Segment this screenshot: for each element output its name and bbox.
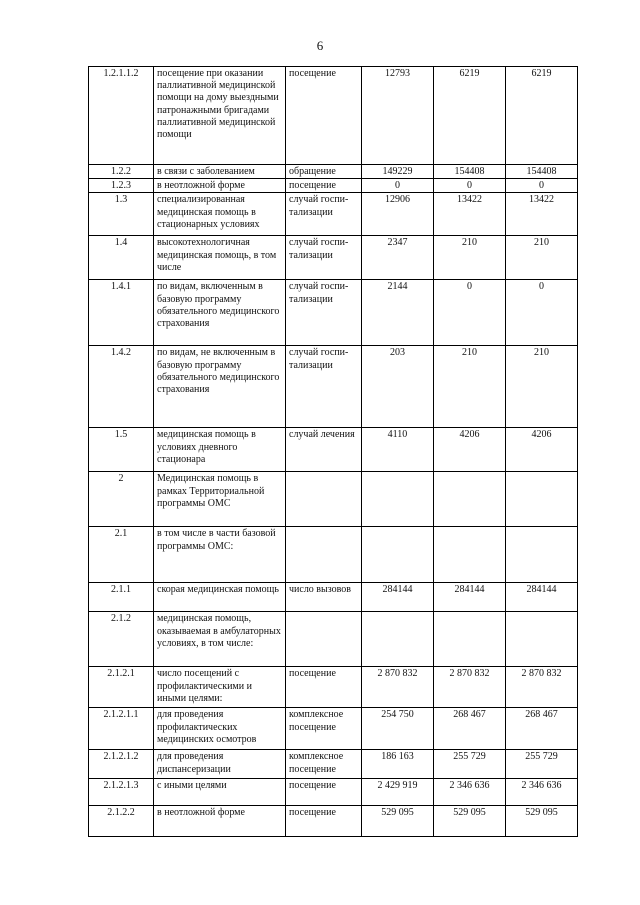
unit-cell xyxy=(286,527,362,583)
indicator-name-cell: в неотложной форме xyxy=(154,179,286,193)
value-3-cell: 2 870 832 xyxy=(506,667,578,708)
value-1-cell xyxy=(362,472,434,527)
unit-cell: случай госпи-тализации xyxy=(286,280,362,346)
table-row xyxy=(89,779,578,806)
value-2-cell: 154408 xyxy=(434,165,506,179)
table-row xyxy=(89,280,578,346)
row-number-cell: 1.3 xyxy=(89,193,154,236)
indicator-name-cell: медицинская помощь, оказываемая в амбулаторных условиях, в том числе: xyxy=(154,612,286,667)
value-2-cell: 6219 xyxy=(434,67,506,165)
indicator-name-cell: для проведения профилактических медицинских осмотров xyxy=(154,708,286,750)
unit-cell: комплексное посещение xyxy=(286,708,362,750)
indicator-name-cell: число посещений с профилактическими и иными целями: xyxy=(154,667,286,708)
value-1-cell: 0 xyxy=(362,179,434,193)
table-row xyxy=(89,67,578,165)
value-2-cell: 2 346 636 xyxy=(434,779,506,806)
value-1-cell: 186 163 xyxy=(362,750,434,779)
value-3-cell xyxy=(506,612,578,667)
value-1-cell: 254 750 xyxy=(362,708,434,750)
row-number-cell: 2.1.2.1 xyxy=(89,667,154,708)
table-row xyxy=(89,346,578,428)
value-2-cell: 13422 xyxy=(434,193,506,236)
indicator-name-cell: в связи с заболеванием xyxy=(154,165,286,179)
row-number-cell: 2.1.2.1.1 xyxy=(89,708,154,750)
value-2-cell xyxy=(434,527,506,583)
value-3-cell: 154408 xyxy=(506,165,578,179)
indicator-name-cell: Медицинская помощь в рамках Территориальной программы ОМС xyxy=(154,472,286,527)
value-3-cell: 0 xyxy=(506,280,578,346)
row-number-cell: 1.2.2 xyxy=(89,165,154,179)
value-1-cell: 2 870 832 xyxy=(362,667,434,708)
value-2-cell: 210 xyxy=(434,236,506,280)
value-3-cell: 210 xyxy=(506,236,578,280)
indicator-name-cell: в неотложной форме xyxy=(154,806,286,837)
table-row xyxy=(89,428,578,472)
value-3-cell xyxy=(506,472,578,527)
indicator-name-cell: высокотехнологичная медицинская помощь, в том числе xyxy=(154,236,286,280)
unit-cell xyxy=(286,472,362,527)
table-row xyxy=(89,236,578,280)
table-row xyxy=(89,806,578,837)
row-number-cell: 2.1.2.1.3 xyxy=(89,779,154,806)
value-2-cell xyxy=(434,472,506,527)
row-number-cell: 2 xyxy=(89,472,154,527)
indicator-name-cell: специализированная медицинская помощь в стационарных условиях xyxy=(154,193,286,236)
value-2-cell: 268 467 xyxy=(434,708,506,750)
value-3-cell: 6219 xyxy=(506,67,578,165)
row-number-cell: 2.1.2.2 xyxy=(89,806,154,837)
row-number-cell: 2.1.2 xyxy=(89,612,154,667)
value-3-cell: 268 467 xyxy=(506,708,578,750)
unit-cell xyxy=(286,612,362,667)
value-1-cell: 12906 xyxy=(362,193,434,236)
value-1-cell xyxy=(362,612,434,667)
table-row xyxy=(89,472,578,527)
value-3-cell: 2 346 636 xyxy=(506,779,578,806)
unit-cell: случай госпи-тализации xyxy=(286,236,362,280)
row-number-cell: 1.4.1 xyxy=(89,280,154,346)
value-2-cell: 4206 xyxy=(434,428,506,472)
unit-cell: посещение xyxy=(286,779,362,806)
value-1-cell: 2347 xyxy=(362,236,434,280)
value-1-cell: 284144 xyxy=(362,583,434,612)
table-row xyxy=(89,750,578,779)
value-3-cell: 210 xyxy=(506,346,578,428)
table-row xyxy=(89,612,578,667)
value-3-cell: 13422 xyxy=(506,193,578,236)
value-2-cell: 255 729 xyxy=(434,750,506,779)
indicator-name-cell: в том числе в части базовой программы ОМС: xyxy=(154,527,286,583)
unit-cell: посещение xyxy=(286,67,362,165)
indicator-name-cell: посещение при оказании паллиативной медицинской помощи на дому выездными патронажными бригадами паллиативной медицинской помощи xyxy=(154,67,286,165)
value-1-cell: 2144 xyxy=(362,280,434,346)
value-3-cell xyxy=(506,527,578,583)
unit-cell: посещение xyxy=(286,179,362,193)
indicator-name-cell: скорая медицинская помощь xyxy=(154,583,286,612)
row-number-cell: 1.4.2 xyxy=(89,346,154,428)
value-3-cell: 4206 xyxy=(506,428,578,472)
unit-cell: случай лечения xyxy=(286,428,362,472)
indicator-name-cell: для проведения диспансеризации xyxy=(154,750,286,779)
value-1-cell xyxy=(362,527,434,583)
table-row xyxy=(89,667,578,708)
unit-cell: посещение xyxy=(286,806,362,837)
value-3-cell: 255 729 xyxy=(506,750,578,779)
row-number-cell: 1.2.1.1.2 xyxy=(89,67,154,165)
value-1-cell: 2 429 919 xyxy=(362,779,434,806)
value-3-cell: 284144 xyxy=(506,583,578,612)
value-2-cell: 210 xyxy=(434,346,506,428)
indicator-table xyxy=(88,66,578,837)
value-2-cell xyxy=(434,612,506,667)
value-2-cell: 529 095 xyxy=(434,806,506,837)
row-number-cell: 1.5 xyxy=(89,428,154,472)
value-1-cell: 4110 xyxy=(362,428,434,472)
page-number: 6 xyxy=(316,38,324,53)
unit-cell: обращение xyxy=(286,165,362,179)
table-row xyxy=(89,165,578,179)
unit-cell: случай госпи-тализации xyxy=(286,193,362,236)
table-row xyxy=(89,527,578,583)
value-2-cell: 0 xyxy=(434,280,506,346)
indicator-name-cell: по видам, не включенным в базовую программу обязательного медицинского страхования xyxy=(154,346,286,428)
row-number-cell: 2.1.2.1.2 xyxy=(89,750,154,779)
row-number-cell: 1.2.3 xyxy=(89,179,154,193)
row-number-cell: 2.1 xyxy=(89,527,154,583)
value-1-cell: 149229 xyxy=(362,165,434,179)
unit-cell: комплексное посещение xyxy=(286,750,362,779)
unit-cell: число вызовов xyxy=(286,583,362,612)
unit-cell: случай госпи-тализации xyxy=(286,346,362,428)
table-row xyxy=(89,193,578,236)
table-row xyxy=(89,179,578,193)
table-row xyxy=(89,583,578,612)
value-3-cell: 0 xyxy=(506,179,578,193)
value-2-cell: 284144 xyxy=(434,583,506,612)
value-1-cell: 12793 xyxy=(362,67,434,165)
row-number-cell: 1.4 xyxy=(89,236,154,280)
value-2-cell: 2 870 832 xyxy=(434,667,506,708)
indicator-name-cell: с иными целями xyxy=(154,779,286,806)
indicator-name-cell: по видам, включенным в базовую программу обязательного медицинского страхования xyxy=(154,280,286,346)
value-3-cell: 529 095 xyxy=(506,806,578,837)
table-row xyxy=(89,708,578,750)
row-number-cell: 2.1.1 xyxy=(89,583,154,612)
indicator-name-cell: медицинская помощь в условиях дневного стационара xyxy=(154,428,286,472)
value-1-cell: 203 xyxy=(362,346,434,428)
value-2-cell: 0 xyxy=(434,179,506,193)
unit-cell: посещение xyxy=(286,667,362,708)
value-1-cell: 529 095 xyxy=(362,806,434,837)
